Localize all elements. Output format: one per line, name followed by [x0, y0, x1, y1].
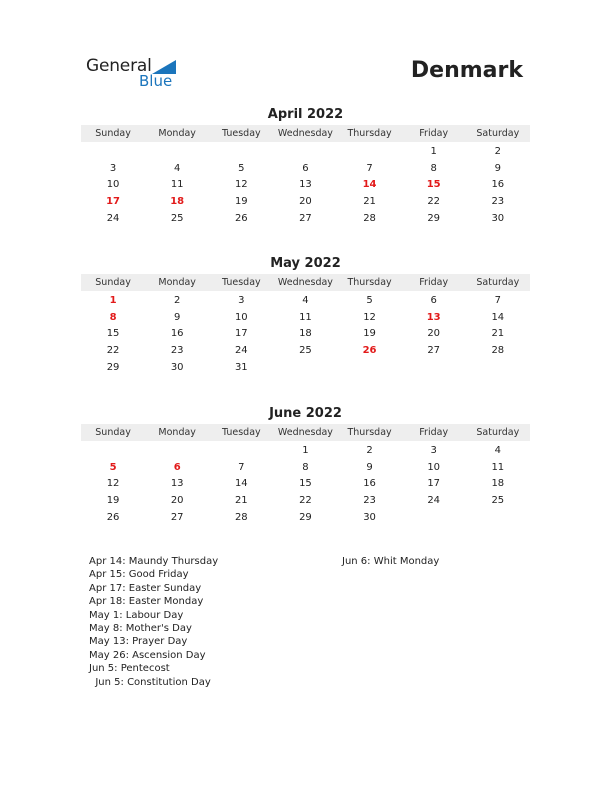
weekday-label: Tuesday — [221, 128, 261, 139]
day-cell: 9 — [366, 461, 373, 473]
day-cell: 16 — [363, 478, 376, 490]
week-row — [81, 176, 530, 193]
weekday-label: Saturday — [476, 128, 520, 139]
week-row — [81, 325, 530, 342]
day-cell: 18 — [170, 195, 185, 207]
weekday-label: Thursday — [347, 277, 392, 288]
day-cell: 23 — [170, 344, 184, 356]
day-cell: 16 — [491, 179, 505, 191]
week-row — [81, 492, 530, 509]
day-cell: 24 — [427, 494, 441, 506]
weekday-label: Sunday — [95, 128, 131, 139]
week-row — [81, 193, 530, 210]
day-cell: 29 — [299, 511, 312, 523]
day-cell: 22 — [106, 344, 120, 356]
holiday-entry: May 8: Mother's Day — [89, 622, 192, 634]
day-cell: 30 — [363, 511, 376, 523]
day-cell: 9 — [174, 311, 181, 323]
day-cell: 23 — [491, 195, 505, 207]
week-row — [81, 309, 530, 326]
day-cell: 20 — [427, 328, 441, 340]
holiday-entry: Apr 14: Maundy Thursday — [89, 556, 219, 567]
day-cell: 3 — [238, 294, 245, 306]
day-cell: 5 — [238, 162, 245, 174]
holiday-entry: May 1: Labour Day — [89, 609, 184, 621]
day-cell: 5 — [109, 461, 117, 473]
day-cell: 6 — [430, 294, 437, 306]
weekday-label: Friday — [419, 277, 449, 288]
day-cell: 19 — [106, 494, 120, 506]
month-title: June 2022 — [269, 406, 342, 421]
day-cell: 4 — [174, 162, 181, 174]
day-cell: 9 — [494, 162, 501, 174]
day-cell: 12 — [106, 478, 120, 490]
month-title: May 2022 — [270, 256, 341, 271]
weekday-label: Friday — [419, 427, 449, 438]
weekday-label: Wednesday — [277, 427, 333, 438]
day-cell: 11 — [491, 461, 505, 473]
day-cell: 29 — [106, 361, 120, 373]
day-cell: 17 — [234, 328, 248, 340]
day-cell: 21 — [234, 494, 248, 506]
logo — [86, 56, 186, 92]
week-row — [81, 160, 530, 177]
day-cell: 18 — [299, 328, 312, 340]
weekday-header-row — [81, 125, 530, 142]
week-row — [81, 143, 530, 160]
weekday-label: Tuesday — [221, 277, 261, 288]
week-row — [81, 359, 530, 376]
day-cell: 27 — [427, 344, 441, 356]
weekday-label: Thursday — [347, 427, 392, 438]
day-cell: 15 — [299, 478, 312, 490]
day-cell: 4 — [302, 294, 309, 306]
day-cell: 26 — [362, 344, 377, 356]
day-cell: 3 — [430, 444, 437, 456]
day-cell: 1 — [109, 294, 117, 306]
logo-blue-text: Blue — [139, 72, 173, 90]
weekday-label: Sunday — [95, 427, 131, 438]
holiday-entry: Apr 17: Easter Sunday — [89, 582, 202, 594]
day-cell: 5 — [366, 294, 373, 306]
weekday-label: Monday — [158, 277, 196, 288]
weekday-header-row — [81, 274, 530, 291]
logo-general-text: General — [86, 56, 152, 76]
day-cell: 8 — [302, 461, 309, 473]
day-cell: 6 — [302, 162, 309, 174]
weekday-header-row — [81, 424, 530, 441]
day-cell: 17 — [106, 195, 121, 207]
day-cell: 30 — [491, 212, 505, 224]
day-cell: 13 — [170, 478, 184, 490]
day-cell: 14 — [362, 179, 377, 191]
holiday-entry: Jun 6: Whit Monday — [342, 556, 440, 567]
day-cell: 31 — [234, 361, 248, 373]
day-cell: 17 — [427, 478, 441, 490]
day-cell: 4 — [494, 444, 501, 456]
day-cell: 1 — [430, 145, 437, 157]
week-row — [81, 509, 530, 526]
weekday-label: Wednesday — [277, 277, 333, 288]
week-row — [81, 292, 530, 309]
day-cell: 24 — [234, 344, 248, 356]
day-cell: 13 — [299, 179, 312, 191]
weekday-label: Thursday — [347, 128, 392, 139]
day-cell: 13 — [426, 311, 441, 323]
day-cell: 28 — [363, 212, 376, 224]
day-cell: 15 — [426, 179, 441, 191]
weekday-label: Tuesday — [221, 427, 261, 438]
day-cell: 25 — [491, 494, 505, 506]
day-cell: 18 — [491, 478, 505, 490]
weekday-label: Saturday — [476, 277, 520, 288]
day-cell: 15 — [106, 328, 120, 340]
page-title: Denmark — [410, 58, 523, 83]
month-calendar-may — [81, 255, 530, 375]
day-cell: 21 — [363, 195, 376, 207]
holiday-entry: Apr 15: Good Friday — [89, 569, 189, 581]
holiday-entry: Jun 5: Pentecost — [89, 663, 170, 675]
day-cell: 20 — [299, 195, 312, 207]
day-cell: 2 — [494, 145, 501, 157]
day-cell: 11 — [299, 311, 312, 323]
week-row — [81, 475, 530, 492]
day-cell: 26 — [234, 212, 248, 224]
weekday-label: Sunday — [95, 277, 131, 288]
day-cell: 23 — [363, 494, 376, 506]
day-cell: 2 — [366, 444, 373, 456]
day-cell: 7 — [494, 294, 501, 306]
day-cell: 10 — [106, 179, 120, 191]
day-cell: 29 — [427, 212, 441, 224]
week-row — [81, 210, 530, 227]
day-cell: 8 — [109, 311, 117, 323]
day-cell: 10 — [234, 311, 248, 323]
day-cell: 24 — [106, 212, 120, 224]
day-cell: 14 — [234, 478, 248, 490]
month-calendar-april — [81, 106, 530, 226]
holiday-entry: Jun 5: Constitution Day — [89, 676, 211, 688]
month-calendar-june — [81, 405, 530, 525]
day-cell: 21 — [491, 328, 505, 340]
day-cell: 28 — [491, 344, 505, 356]
day-cell: 19 — [363, 328, 376, 340]
weekday-label: Saturday — [476, 427, 520, 438]
day-cell: 11 — [170, 179, 184, 191]
day-cell: 28 — [234, 511, 248, 523]
weekday-label: Wednesday — [277, 128, 333, 139]
week-row — [81, 342, 530, 359]
day-cell: 16 — [170, 328, 184, 340]
day-cell: 6 — [173, 461, 181, 473]
day-cell: 3 — [109, 162, 117, 174]
holiday-entry: May 26: Ascension Day — [89, 649, 206, 661]
day-cell: 10 — [427, 461, 441, 473]
holiday-entry: Apr 18: Easter Monday — [89, 596, 204, 608]
weekday-label: Friday — [419, 128, 449, 139]
day-cell: 27 — [299, 212, 312, 224]
day-cell: 8 — [430, 162, 437, 174]
day-cell: 12 — [234, 179, 248, 191]
weekday-label: Monday — [158, 427, 196, 438]
day-cell: 7 — [238, 461, 245, 473]
holiday-list-right — [342, 555, 439, 568]
day-cell: 22 — [299, 494, 312, 506]
day-cell: 25 — [299, 344, 312, 356]
day-cell: 19 — [234, 195, 248, 207]
day-cell: 1 — [302, 444, 309, 456]
day-cell: 22 — [427, 195, 441, 207]
day-cell: 25 — [170, 212, 184, 224]
week-row — [81, 442, 530, 459]
day-cell: 26 — [106, 511, 120, 523]
day-cell: 12 — [363, 311, 376, 323]
month-title: April 2022 — [267, 107, 344, 122]
day-cell: 27 — [170, 511, 184, 523]
holiday-list-left — [89, 555, 218, 689]
day-cell: 2 — [174, 294, 181, 306]
holiday-entry: May 13: Prayer Day — [89, 636, 188, 648]
day-cell: 7 — [366, 162, 373, 174]
day-cell: 20 — [170, 494, 184, 506]
day-cell: 14 — [491, 311, 505, 323]
day-cell: 30 — [170, 361, 184, 373]
weekday-label: Monday — [158, 128, 196, 139]
week-row — [81, 459, 530, 476]
